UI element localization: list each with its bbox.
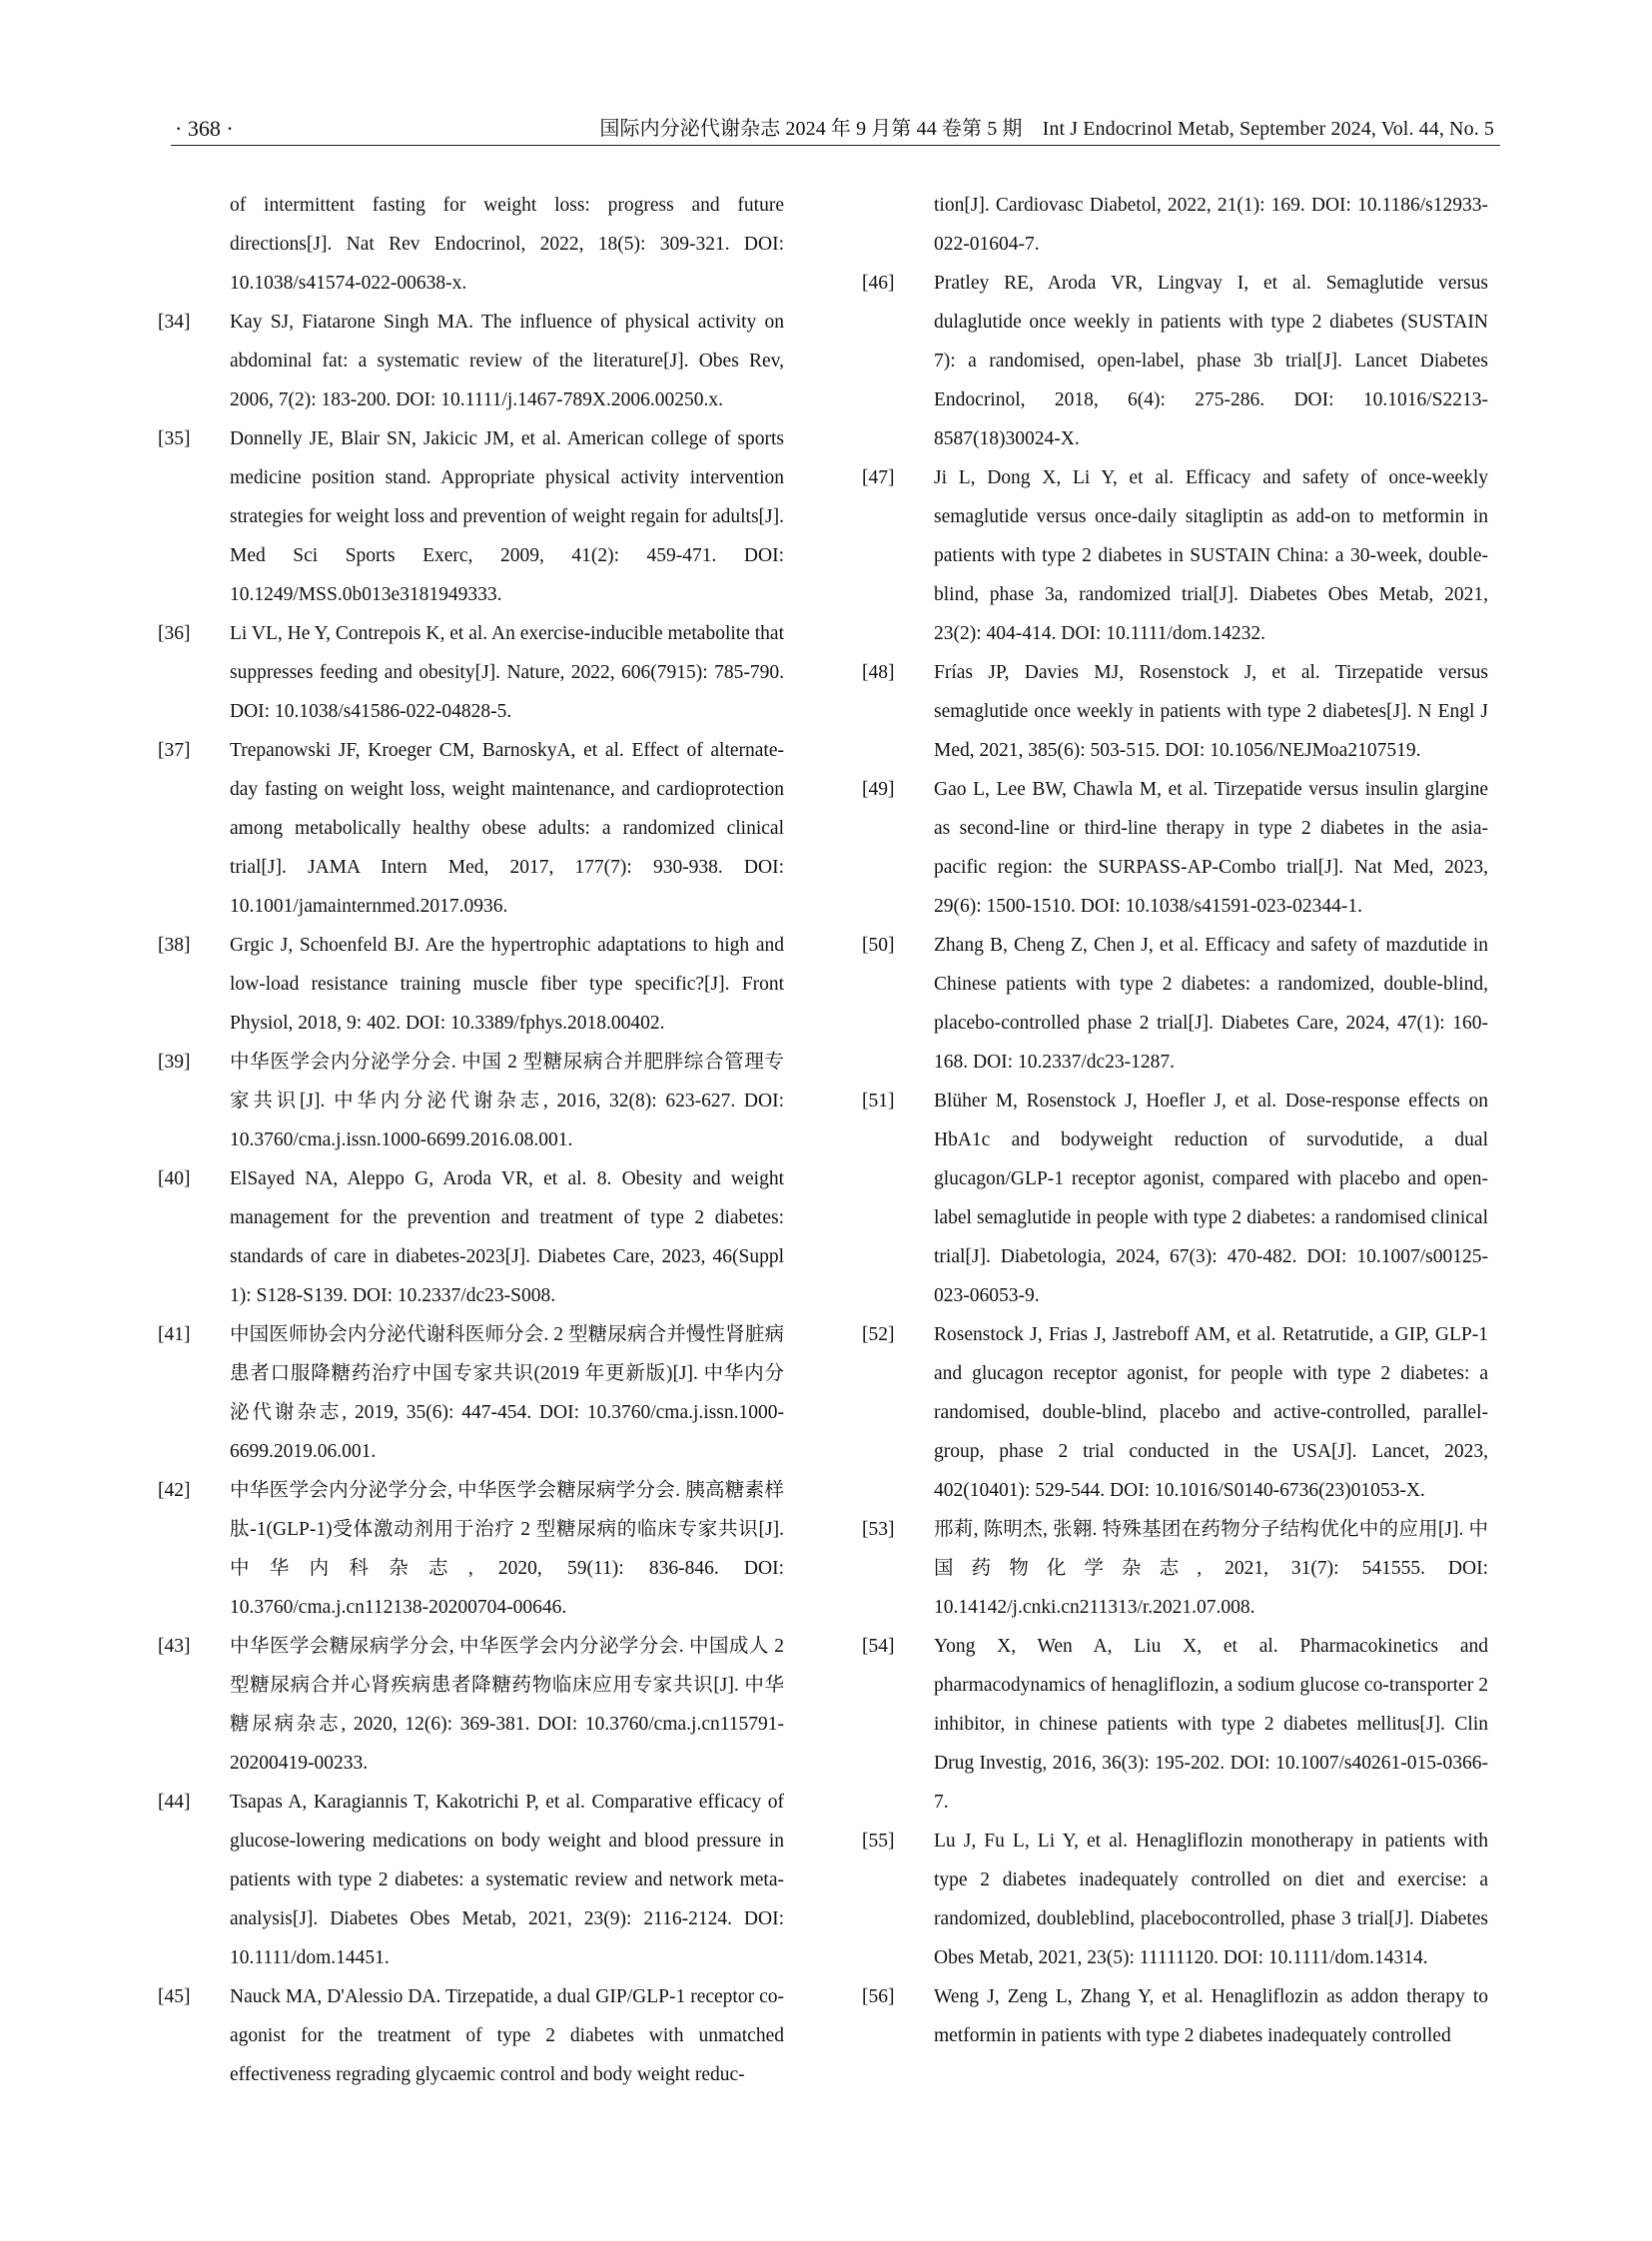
reference-text: Kay SJ, Fiatarone Singh MA. The influence of physical activity on abdominal fat: a systematic review of the literature[J]. Obes Rev, 2006, 7(2): 183-200. DOI: 10.1111/j.1467-789X.2006.00250.x. xyxy=(230,312,784,410)
reference-text: tion[J]. Cardiovasc Diabetol, 2022, 21(1): 169. DOI: 10.1186/s12933-022-01604-7. xyxy=(934,195,1488,255)
reference-entry xyxy=(862,1822,1488,1977)
reference-text: ElSayed NA, Aleppo G, Aroda VR, et al. 8. Obesity and weight management for the prevention and treatment of type 2 diabetes: standards of care in diabetes-2023[J]. Diabetes Care, 2023, 46(Suppl 1): S128-S139. DOI: 10.2337/dc23-S008. xyxy=(230,1168,784,1306)
reference-number: [52] xyxy=(862,1324,895,1345)
reference-text: Tsapas A, Karagiannis T, Kakotrichi P, et al. Comparative efficacy of glucose-lowering medications on body weight and blood pressure in patients with type 2 diabetes: a systematic review and network meta-analysis[J]. Diabetes Obes Metab, 2021, 23(9): 2116-2124. DOI: 10.1111/dom.14451. xyxy=(230,1792,784,1968)
reference-text: Rosenstock J, Frias J, Jastreboff AM, et al. Retatrutide, a GIP, GLP-1 and glucagon receptor agonist, for people with type 2 diabetes: a randomised, double-blind, placebo and active-controlled, parallel-group, phase 2 trial conducted in the USA[J]. Lancet, 2023, 402(10401): 529-544. DOI: 10.1016/S0140-6736(23)01053-X. xyxy=(934,1324,1488,1501)
reference-text: 中国医师协会内分泌代谢科医师分会. 2 型糖尿病合并慢性肾脏病患者口服降糖药治疗中国专家共识(2019 年更新版)[J]. 中华内分泌代谢杂志, 2019, 35(6): 447-454. DOI: 10.3760/cma.j.issn.1000-6699.2019.06.001. xyxy=(230,1324,784,1462)
reference-text: Frías JP, Davies MJ, Rosenstock J, et al. Tirzepatide versus semaglutide once weekly in patients with type 2 diabetes[J]. N Engl J Med, 2021, 385(6): 503-515. DOI: 10.1056/NEJMoa2107519. xyxy=(934,662,1488,761)
reference-number: [43] xyxy=(158,1636,191,1657)
reference-number: [40] xyxy=(158,1168,191,1189)
reference-number: [37] xyxy=(158,740,191,761)
reference-number: [47] xyxy=(862,467,895,488)
reference-number: [45] xyxy=(158,1986,191,2007)
reference-number: [38] xyxy=(158,935,191,956)
reference-text: Ji L, Dong X, Li Y, et al. Efficacy and safety of once-weekly semaglutide versus once-daily sitagliptin as add-on to metformin in patients with type 2 diabetes in SUSTAIN China: a 30-week, double-blind, phase 3a, randomized trial[J]. Diabetes Obes Metab, 2021, 23(2): 404-414. DOI: 10.1111/dom.14232. xyxy=(934,467,1488,644)
reference-number: [44] xyxy=(158,1792,191,1813)
reference-entry xyxy=(862,1977,1488,2055)
reference-entry xyxy=(862,186,1488,264)
reference-text: Gao L, Lee BW, Chawla M, et al. Tirzepatide versus insulin glargine as second-line or third-line therapy in type 2 diabetes in the asia-pacific region: the SURPASS-AP-Combo trial[J]. Nat Med, 2023, 29(6): 1500-1510. DOI: 10.1038/s41591-023-02344-1. xyxy=(934,779,1488,917)
right-column xyxy=(862,186,1488,2055)
reference-entry xyxy=(158,419,784,614)
reference-entry xyxy=(158,926,784,1043)
reference-number: [41] xyxy=(158,1324,191,1345)
reference-number: [46] xyxy=(862,273,895,294)
reference-text: Lu J, Fu L, Li Y, et al. Henagliflozin monotherapy in patients with type 2 diabetes inadequately controlled on diet and exercise: a randomized, doubleblind, placebocontrolled, phase 3 trial[J]. Diabetes Obes Metab, 2021, 23(5): 11111120. DOI: 10.1111/dom.14314. xyxy=(934,1831,1488,1968)
reference-text: Pratley RE, Aroda VR, Lingvay I, et al. Semaglutide versus dulaglutide once weekly in patients with type 2 diabetes (SUSTAIN 7): a randomised, open-label, phase 3b trial[J]. Lancet Diabetes Endocrinol, 2018, 6(4): 275-286. DOI: 10.1016/S2213-8587(18)30024-X. xyxy=(934,273,1488,449)
reference-text: Li VL, He Y, Contrepois K, et al. An exercise-inducible metabolite that suppresses feeding and obesity[J]. Nature, 2022, 606(7915): 785-790. DOI: 10.1038/s41586-022-04828-5. xyxy=(230,623,784,722)
reference-text: 中华医学会糖尿病学分会, 中华医学会内分泌学分会. 中国成人 2 型糖尿病合并心肾疾病患者降糖药物临床应用专家共识[J]. 中华糖尿病杂志, 2020, 12(6): 369-381. DOI: 10.3760/cma.j.cn115791-20200419-00233. xyxy=(230,1636,784,1774)
reference-entry xyxy=(158,1783,784,1977)
left-column xyxy=(158,186,784,2094)
reference-number: [56] xyxy=(862,1986,895,2007)
reference-number: [51] xyxy=(862,1091,895,1112)
reference-number: [48] xyxy=(862,662,895,683)
reference-number: [50] xyxy=(862,935,895,956)
reference-entry xyxy=(862,770,1488,926)
reference-number: [39] xyxy=(158,1052,191,1073)
reference-entry xyxy=(862,1510,1488,1627)
reference-number: [53] xyxy=(862,1519,895,1540)
reference-entry xyxy=(862,1315,1488,1510)
reference-text: Trepanowski JF, Kroeger CM, BarnoskyA, et al. Effect of alternate-day fasting on weight loss, weight maintenance, and cardioprotection among metabolically healthy obese adults: a randomized clinical trial[J]. JAMA Intern Med, 2017, 177(7): 930-938. DOI: 10.1001/jamainternmed.2017.0936. xyxy=(230,740,784,917)
reference-number: [55] xyxy=(862,1831,895,1852)
reference-text: Donnelly JE, Blair SN, Jakicic JM, et al. American college of sports medicine position stand. Appropriate physical activity intervention strategies for weight loss and prevention of weight regain for adults[J]. Med Sci Sports Exerc, 2009, 41(2): 459-471. DOI: 10.1249/MSS.0b013e3181949333. xyxy=(230,428,784,605)
reference-text: of intermittent fasting for weight loss: progress and future directions[J]. Nat Rev Endocrinol, 2022, 18(5): 309-321. DOI: 10.1038/s41574-022-00638-x. xyxy=(230,195,784,294)
reference-entry xyxy=(862,1627,1488,1822)
reference-text: 中华医学会内分泌学分会. 中国 2 型糖尿病合并肥胖综合管理专家共识[J]. 中华内分泌代谢杂志, 2016, 32(8): 623-627. DOI: 10.3760/cma.j.issn.1000-6699.2016.08.001. xyxy=(230,1052,784,1150)
reference-entry xyxy=(158,1043,784,1159)
reference-text: Yong X, Wen A, Liu X, et al. Pharmacokinetics and pharmacodynamics of henagliflozin, a sodium glucose co-transporter 2 inhibitor, in chinese patients with type 2 diabetes mellitus[J]. Clin Drug Investig, 2016, 36(3): 195-202. DOI: 10.1007/s40261-015-0366-7. xyxy=(934,1636,1488,1813)
reference-entry xyxy=(862,458,1488,653)
reference-entry xyxy=(158,1315,784,1471)
reference-number: [36] xyxy=(158,623,191,644)
reference-entry xyxy=(862,653,1488,770)
reference-entry xyxy=(862,1082,1488,1315)
reference-entry xyxy=(862,926,1488,1082)
reference-entry xyxy=(158,1977,784,2094)
reference-entry xyxy=(158,186,784,303)
reference-text: Blüher M, Rosenstock J, Hoefler J, et al. Dose-response effects on HbA1c and bodyweight reduction of survodutide, a dual glucagon/GLP-1 receptor agonist, compared with placebo and open-label semaglutide in people with type 2 diabetes: a randomised clinical trial[J]. Diabetologia, 2024, 67(3): 470-482. DOI: 10.1007/s00125-023-06053-9. xyxy=(934,1091,1488,1306)
reference-number: [34] xyxy=(158,312,191,333)
reference-entry xyxy=(862,264,1488,458)
reference-entry xyxy=(158,731,784,926)
reference-entry xyxy=(158,1627,784,1783)
reference-text: 邢莉, 陈明杰, 张翱. 特殊基团在药物分子结构优化中的应用[J]. 中国药物化学杂志, 2021, 31(7): 541555. DOI: 10.14142/j.cnki.cn211313/r.2021.07.008. xyxy=(934,1519,1488,1618)
reference-text: 中华医学会内分泌学分会, 中华医学会糖尿病学分会. 胰高糖素样肽-1(GLP-1)受体激动剂用于治疗 2 型糖尿病的临床专家共识[J]. 中华内科杂志, 2020, 59(11): 836-846. DOI: 10.3760/cma.j.cn112138-20200704-00646. xyxy=(230,1480,784,1618)
reference-entry xyxy=(158,1471,784,1627)
reference-number: [35] xyxy=(158,428,191,449)
reference-number: [42] xyxy=(158,1480,191,1501)
reference-text: Weng J, Zeng L, Zhang Y, et al. Henagliflozin as addon therapy to metformin in patients with type 2 diabetes inadequately controlled xyxy=(934,1986,1488,2046)
running-title: 国际内分泌代谢杂志 2024 年 9 月第 44 卷第 5 期 Int J Endocrinol Metab, September 2024, Vol. 44, No. 5 xyxy=(599,118,1494,140)
reference-number: [54] xyxy=(862,1636,895,1657)
reference-entry xyxy=(158,1159,784,1315)
reference-text: Zhang B, Cheng Z, Chen J, et al. Efficacy and safety of mazdutide in Chinese patients with type 2 diabetes: a randomized, double-blind, placebo-controlled phase 2 trial[J]. Diabetes Care, 2024, 47(1): 160-168. DOI: 10.2337/dc23-1287. xyxy=(934,935,1488,1073)
reference-text: Grgic J, Schoenfeld BJ. Are the hypertrophic adaptations to high and low-load resistance training muscle fiber type specific?[J]. Front Physiol, 2018, 9: 402. DOI: 10.3389/fphys.2018.00402. xyxy=(230,935,784,1034)
page-number: · 368 · xyxy=(175,116,234,141)
reference-number: [49] xyxy=(862,779,895,800)
reference-entry xyxy=(158,303,784,419)
reference-entry xyxy=(158,614,784,731)
page-header xyxy=(171,113,1500,146)
reference-text: Nauck MA, D'Alessio DA. Tirzepatide, a dual GIP/GLP-1 receptor co-agonist for the treatment of type 2 diabetes with unmatched effectiveness regrading glycaemic control and body weight reduc- xyxy=(230,1986,784,2085)
